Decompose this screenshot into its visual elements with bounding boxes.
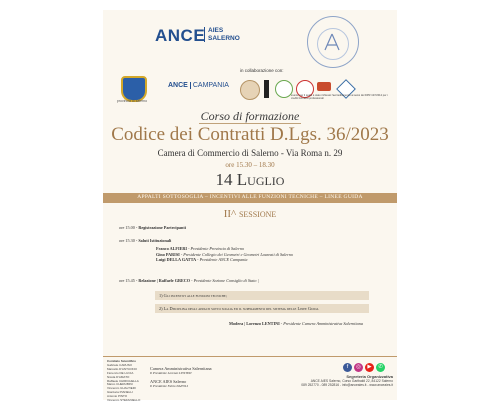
- greeting-role: - Presidente Collegio dei Geometri e Geometri Laureati di Salerno: [179, 251, 293, 257]
- secretariat-line: ANCE AIES Salerno, Corso Garibaldi 22, 84122 Salerno: [310, 379, 393, 384]
- organizers: [150, 366, 212, 389]
- committee-member: Vincenzo STEFANIELLO: [107, 398, 141, 403]
- ance-campania-region: CAMPANIA: [190, 82, 229, 89]
- moderator-name: | Lorenzo LENTINI: [244, 321, 280, 326]
- moderator-label: Modera: [229, 321, 244, 326]
- committee-member: Gabriele CARUSO: [107, 362, 133, 367]
- committee-member: Vincenzo GUALTIERI: [107, 386, 136, 391]
- footer-divider: [103, 356, 397, 357]
- ance-campania-main: ANCE: [168, 82, 188, 89]
- ance-campania-logo: [168, 82, 229, 89]
- slot-time: ore 15.45: [119, 278, 135, 283]
- aies-president: Il Presidente Fabio NAPOLI: [150, 384, 188, 388]
- speaker-name: | Raffaele GRECO: [156, 278, 191, 283]
- aies-logo-text: [204, 27, 240, 42]
- greeting-name: Gino PARISI: [156, 251, 180, 257]
- program-slot-registration: [119, 225, 186, 230]
- program-slot-report: [119, 278, 259, 283]
- organizing-secretariat: [283, 375, 393, 388]
- crest-caption: provincia di salerno: [116, 99, 148, 103]
- partner-logo-2-icon: [264, 80, 269, 98]
- greeting-role: - Presidente ANCE Campania: [196, 257, 248, 263]
- salerno-label: SALERNO: [208, 34, 240, 42]
- ance-logo: ANCE: [155, 26, 206, 45]
- report-item-2: [155, 304, 369, 313]
- session-label: II^ sessione: [223, 208, 277, 220]
- facebook-icon[interactable]: f: [343, 363, 352, 372]
- event-time: ore 15.30 – 18.30: [225, 161, 275, 169]
- aies-name: ANCE AIES Salerno: [150, 379, 187, 384]
- scientific-committee: [107, 360, 140, 403]
- course-title: Codice dei Contratti D.Lgs. 36/2023: [111, 124, 389, 145]
- collaboration-label: in collaborazione con:: [240, 68, 284, 73]
- slot-text: - Registrazione Partecipanti: [135, 225, 186, 230]
- committee-title: Comitato Scientifico: [107, 359, 137, 363]
- aies-label: AIES: [208, 27, 224, 34]
- committee-member: Fiorenzo DE LUCIA: [107, 370, 134, 375]
- slot-text: - Relazione: [135, 278, 156, 283]
- youtube-icon[interactable]: ▶: [365, 363, 374, 372]
- partner-logo-5-icon: [317, 82, 331, 91]
- moderator-role: - Presidente Camera Amministrativa Salernitana: [279, 321, 363, 326]
- instagram-icon[interactable]: ◎: [354, 363, 363, 372]
- greeting-name: Franco ALFIERI: [156, 246, 188, 251]
- committee-member: Marco CHERUBINI: [107, 382, 133, 387]
- report-item-text: 1) Gli incentivi alle funzioni tecniche;: [159, 293, 227, 298]
- speaker-role: - Presidente Sezione Consiglio di Stato |: [190, 278, 259, 283]
- topics-text: APPALTI SOTTOSOGLIA – INCENTIVI ALLE FUNZIONI TECNICHE – LINEE GUIDA: [137, 194, 363, 200]
- committee-member: Marcello D'ANTUONO: [107, 366, 137, 371]
- greeting-role: - Presidente Provincia di Salerno: [187, 246, 245, 251]
- seal-mark-icon: [322, 32, 342, 54]
- committee-member: Antonio PINTO: [107, 394, 128, 399]
- report-item-1: [155, 291, 369, 300]
- slot-text: - Saluti Istituzionali: [135, 238, 172, 243]
- slot-time: ore 15.00: [119, 225, 135, 230]
- greeting-name: Luigi DELLA GATTA: [156, 257, 197, 263]
- camera-president: Il Presidente Lorenzo LENTINI: [150, 371, 192, 375]
- camera-name: Camera Amministrativa Salernitana: [150, 366, 212, 371]
- venue: Camera di Commercio di Salerno - Via Roma n. 29: [157, 148, 343, 158]
- report-item-text: 2) La Disciplina degli appalti sotto soglia ed il superamento del sistema delle Linee Guida: [159, 306, 319, 311]
- secretariat-title: Segreteria Organizzativa: [346, 374, 393, 379]
- committee-member: Raffaele CHIRICHELLA: [107, 378, 139, 383]
- event-poster: [103, 10, 397, 403]
- committee-member: Gianluca PIANELLI: [107, 390, 133, 395]
- whatsapp-icon[interactable]: ✆: [376, 363, 385, 372]
- greeting-item: [156, 257, 293, 263]
- program-slot-greetings: [119, 238, 171, 243]
- accreditation-note: evento per il quale è stato richiesto l'accreditamento ai sensi del DPR 137/2012 per i crediti formativi professionali: [291, 94, 388, 101]
- committee-member: Nicola D'AMATO: [107, 374, 130, 379]
- greetings-list: [156, 246, 293, 263]
- partner-logo-1-icon: [240, 80, 260, 100]
- moderator-line: [229, 321, 363, 326]
- course-kicker: Corso di formazione: [200, 109, 300, 123]
- slot-time: ore 15.30: [119, 238, 135, 243]
- event-date: 14 Luglio: [215, 170, 285, 189]
- secretariat-line: 089 252770 - 089 252816 - info@anceaies.it - www.anceaies.it: [301, 383, 393, 388]
